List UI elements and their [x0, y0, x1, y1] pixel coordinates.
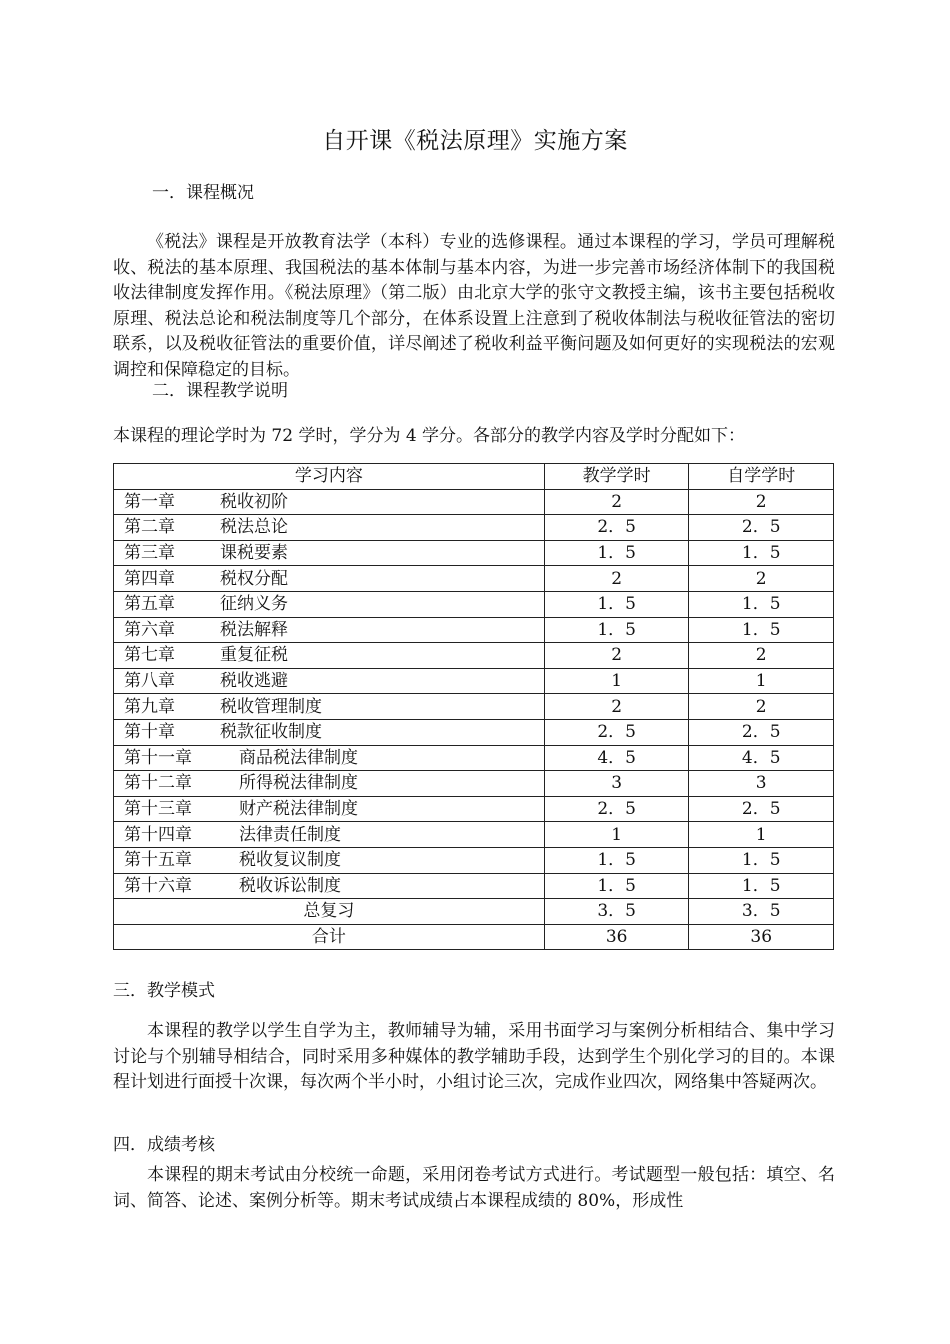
chapter-name: 税收诉讼制度 [239, 875, 341, 896]
chapter-cell [114, 591, 545, 617]
chapter-cell [114, 847, 545, 873]
table-row [114, 694, 834, 720]
section-3-heading: 三．教学模式 [113, 981, 215, 1001]
chapter-cell [114, 540, 545, 566]
header-self-study-hours: 自学学时 [689, 464, 834, 490]
total-row-label: 合计 [114, 924, 545, 950]
chapter-number: 第五章 [124, 594, 175, 615]
section-1-heading: 一．课程概况 [152, 183, 254, 203]
chapter-name: 税收复议制度 [239, 850, 341, 871]
teaching-hours-cell: 2．5 [544, 796, 689, 822]
chapter-number: 第八章 [124, 671, 175, 692]
self-study-hours-cell: 1．5 [689, 617, 834, 643]
teaching-hours-cell: 1．5 [544, 873, 689, 899]
chapter-wrap [114, 541, 288, 565]
chapter-wrap [114, 618, 288, 642]
chapter-cell [114, 617, 545, 643]
chapter-number: 第十四章 [124, 824, 192, 845]
chapter-number: 第四章 [124, 568, 175, 589]
chapter-number: 第十二章 [124, 773, 192, 794]
chapter-number: 第一章 [124, 491, 175, 512]
table-header-row [114, 464, 834, 490]
review-row-teaching-hours: 3．5 [544, 899, 689, 925]
table-row [114, 847, 834, 873]
table-row [114, 489, 834, 515]
self-study-hours-cell: 1 [689, 668, 834, 694]
section-2-intro: 本课程的理论学时为 72 学时，学分为 4 学分。各部分的教学内容及学时分配如下： [113, 426, 746, 446]
self-study-hours-cell: 2 [689, 643, 834, 669]
chapter-cell [114, 489, 545, 515]
total-row-self-study-hours: 36 [689, 924, 834, 950]
table-row [114, 719, 834, 745]
chapter-wrap [114, 797, 358, 821]
teaching-hours-cell: 2．5 [544, 719, 689, 745]
section-4-paragraph: 本课程的期末考试由分校统一命题，采用闭卷考试方式进行。考试题型一般包括：填空、名词、简答、论述、案例分析等。期末考试成绩占本课程成绩的 80%，形成性 [113, 1165, 835, 1211]
chapter-name: 法律责任制度 [239, 824, 341, 845]
section-4-heading: 四．成绩考核 [113, 1135, 215, 1155]
teaching-hours-cell: 2．5 [544, 515, 689, 541]
teaching-hours-cell: 2 [544, 566, 689, 592]
self-study-hours-cell: 2．5 [689, 515, 834, 541]
review-row-self-study-hours: 3．5 [689, 899, 834, 925]
self-study-hours-cell: 1．5 [689, 847, 834, 873]
table-row [114, 617, 834, 643]
chapter-number: 第十一章 [124, 747, 192, 768]
teaching-hours-cell: 3 [544, 771, 689, 797]
table-row [114, 668, 834, 694]
teaching-hours-cell: 1．5 [544, 540, 689, 566]
chapter-cell [114, 745, 545, 771]
section-1-body [113, 230, 835, 383]
self-study-hours-cell: 4．5 [689, 745, 834, 771]
chapter-name: 财产税法律制度 [239, 799, 358, 820]
chapter-cell [114, 719, 545, 745]
section-4-body [113, 1163, 835, 1214]
self-study-hours-cell: 2 [689, 566, 834, 592]
chapter-number: 第十章 [124, 722, 175, 743]
self-study-hours-cell: 1．5 [689, 873, 834, 899]
chapter-number: 第三章 [124, 543, 175, 564]
teaching-hours-cell: 1．5 [544, 847, 689, 873]
section-3-body [113, 1019, 835, 1096]
chapter-number: 第九章 [124, 696, 175, 717]
chapter-cell [114, 643, 545, 669]
table-row [114, 591, 834, 617]
table-row [114, 796, 834, 822]
chapter-wrap [114, 823, 341, 847]
chapter-number: 第二章 [124, 517, 175, 538]
chapter-cell [114, 668, 545, 694]
teaching-hours-cell: 2 [544, 489, 689, 515]
chapter-wrap [114, 490, 288, 514]
table-row [114, 822, 834, 848]
chapter-number: 第六章 [124, 619, 175, 640]
chapter-name: 所得税法律制度 [239, 773, 358, 794]
section-2-heading: 二．课程教学说明 [152, 381, 288, 401]
chapter-number: 第十六章 [124, 875, 192, 896]
chapter-wrap [114, 695, 322, 719]
chapter-name: 税法解释 [220, 619, 288, 640]
chapter-wrap [114, 746, 358, 770]
chapter-name: 课税要素 [220, 543, 288, 564]
table-row [114, 771, 834, 797]
chapter-name: 税收逃避 [220, 671, 288, 692]
chapter-number: 第十三章 [124, 799, 192, 820]
self-study-hours-cell: 2．5 [689, 796, 834, 822]
schedule-table [113, 463, 834, 950]
chapter-wrap [114, 874, 341, 898]
chapter-wrap [114, 720, 322, 744]
chapter-cell [114, 822, 545, 848]
chapter-cell [114, 873, 545, 899]
self-study-hours-cell: 1 [689, 822, 834, 848]
teaching-hours-cell: 1 [544, 822, 689, 848]
chapter-number: 第十五章 [124, 850, 192, 871]
chapter-wrap [114, 567, 288, 591]
chapter-cell [114, 515, 545, 541]
table-row [114, 566, 834, 592]
teaching-hours-cell: 1 [544, 668, 689, 694]
chapter-wrap [114, 848, 341, 872]
chapter-name: 税收管理制度 [220, 696, 322, 717]
chapter-name: 重复征税 [220, 645, 288, 666]
chapter-cell [114, 796, 545, 822]
self-study-hours-cell: 1．5 [689, 540, 834, 566]
teaching-hours-cell: 1．5 [544, 591, 689, 617]
chapter-name: 税权分配 [220, 568, 288, 589]
table-row [114, 745, 834, 771]
self-study-hours-cell: 2 [689, 694, 834, 720]
review-row-label: 总复习 [114, 899, 545, 925]
chapter-number: 第七章 [124, 645, 175, 666]
table-row [114, 515, 834, 541]
document-title: 自开课《税法原理》实施方案 [322, 128, 628, 154]
self-study-hours-cell: 2 [689, 489, 834, 515]
self-study-hours-cell: 2．5 [689, 719, 834, 745]
chapter-name: 税款征收制度 [220, 722, 322, 743]
section-1-paragraph: 《税法》课程是开放教育法学（本科）专业的选修课程。通过本课程的学习，学员可理解税收、税法的基本原理、我国税法的基本体制与基本内容，为进一步完善市场经济体制下的我国税收法律制度发挥作用。《税法原理》（第二版）由北京大学的张守文教授主编，该书主要包括税收原理、税法总论和税法制度等几个部分，在体系设置上注意到了税收体制法与税收征管法的密切联系，以及税收征管法的重要价值，详尽阐述了税收利益平衡问题及如何更好的实现税法的宏观调控和保障稳定的目标。 [113, 232, 835, 380]
table-row [114, 540, 834, 566]
table-row [114, 873, 834, 899]
chapter-wrap [114, 515, 288, 539]
teaching-hours-cell: 4．5 [544, 745, 689, 771]
section-3-paragraph: 本课程的教学以学生自学为主，教师辅导为辅，采用书面学习与案例分析相结合、集中学习讨论与个别辅导相结合，同时采用多种媒体的教学辅助手段，达到学生个别化学习的目的。本课程计划进行面授十次课，每次两个半小时，小组讨论三次，完成作业四次，网络集中答疑两次。 [113, 1021, 835, 1092]
review-row [114, 899, 834, 925]
header-content: 学习内容 [114, 464, 545, 490]
total-row [114, 924, 834, 950]
total-row-teaching-hours: 36 [544, 924, 689, 950]
chapter-name: 商品税法律制度 [239, 747, 358, 768]
self-study-hours-cell: 3 [689, 771, 834, 797]
teaching-hours-cell: 1．5 [544, 617, 689, 643]
teaching-hours-cell: 2 [544, 643, 689, 669]
table-row [114, 643, 834, 669]
chapter-wrap [114, 669, 288, 693]
chapter-wrap [114, 771, 358, 795]
self-study-hours-cell: 1．5 [689, 591, 834, 617]
chapter-cell [114, 694, 545, 720]
chapter-name: 征纳义务 [220, 594, 288, 615]
chapter-wrap [114, 643, 288, 667]
header-teaching-hours: 教学学时 [544, 464, 689, 490]
teaching-hours-cell: 2 [544, 694, 689, 720]
chapter-cell [114, 566, 545, 592]
chapter-wrap [114, 592, 288, 616]
chapter-name: 税收初阶 [220, 491, 288, 512]
chapter-name: 税法总论 [220, 517, 288, 538]
chapter-cell [114, 771, 545, 797]
